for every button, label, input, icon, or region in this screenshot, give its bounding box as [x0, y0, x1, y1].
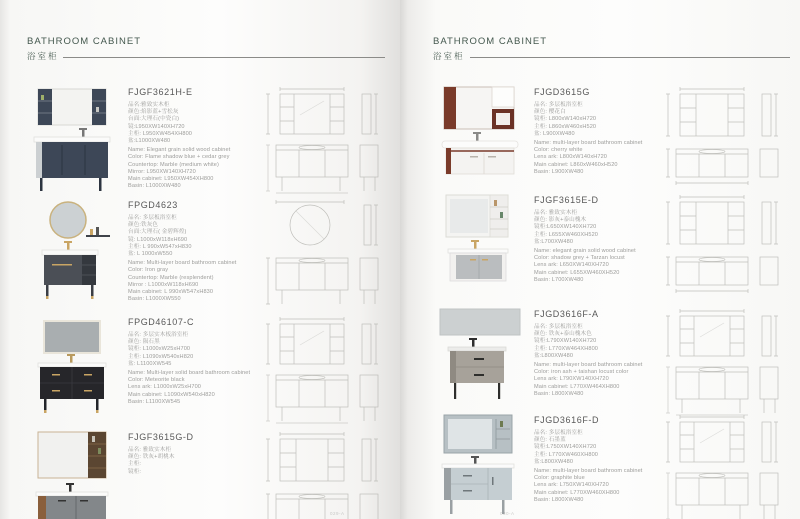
spec-line: 品名:雅致实木柜 — [128, 102, 170, 108]
spec-line: Name: multi-layer board bathroom cabinet — [534, 362, 643, 369]
spec-line: Main cabinet: L770XW464XH800 — [534, 383, 620, 390]
spec-line: Color: Flame shadow blue + cedar grey — [128, 154, 230, 161]
cabinet-illustration — [430, 85, 530, 195]
dimension-drawing — [652, 85, 792, 195]
spec-line: Name: elegant grain solid wood cabinet — [534, 248, 636, 255]
spec-line: 品名: 多层实木板浴室柜 — [128, 332, 189, 338]
spec-line: Main cabinet: L655XW460XH520 — [534, 269, 620, 276]
product-code: FJGF3615G-D — [128, 432, 194, 442]
specs-zh — [534, 430, 660, 466]
dimension-drawing — [652, 193, 792, 303]
spec-line: 镜: L1000xW118xH690 — [128, 236, 188, 243]
dimension-drawing — [252, 85, 392, 195]
product-specs — [534, 309, 660, 398]
specs-zh — [534, 102, 660, 138]
specs-en — [128, 260, 254, 303]
header-rule — [470, 57, 790, 58]
spec-line: 主柜: L1090xW540xH820 — [128, 353, 194, 360]
spec-line: 盆: L900XW480 — [534, 130, 575, 137]
product-code: FJGD3615G — [534, 87, 590, 97]
product-photo — [22, 198, 122, 308]
product-specs — [534, 415, 660, 504]
spec-line: Color: Meteorite black — [128, 377, 185, 384]
spec-line: 品名: 雅致实木柜 — [128, 447, 172, 453]
specs-zh — [534, 324, 660, 360]
spec-line: Main cabinet: L 990xW547xH830 — [128, 289, 214, 296]
header-title-zh: 浴室柜 — [433, 51, 465, 61]
spec-line: Basin: L1100XW545 — [128, 398, 181, 405]
spec-line: 颜色: 石墨蓝 — [534, 437, 566, 444]
header-rule — [63, 57, 385, 58]
product-photo — [22, 85, 122, 195]
spec-line: 镜柜:L650XW140XH720 — [534, 224, 597, 231]
spec-line: 镜柜: L1000xW25xH700 — [128, 346, 191, 353]
spec-line: 主柜: L950XW454XH800 — [128, 130, 192, 137]
product-code: FJGF3615E-D — [534, 195, 599, 205]
spec-line: 盆: L 1000xW550 — [128, 251, 173, 258]
spec-line: 主柜: — [128, 461, 142, 468]
specs-zh — [128, 447, 254, 476]
product-card — [0, 85, 400, 197]
spec-line: 颜色:铁灰色 — [128, 222, 159, 229]
dimension-drawing — [652, 307, 792, 417]
spec-line: 盆:L700XW480 — [534, 238, 574, 245]
spec-line: Main cabinet: L950XW454XH800 — [128, 176, 214, 183]
dimension-drawing — [652, 413, 792, 519]
spec-line: Basin: L1000XW480 — [128, 183, 181, 190]
product-card — [400, 193, 800, 305]
page-header — [433, 36, 547, 62]
cabinet-illustration — [22, 85, 122, 195]
cabinet-illustration — [22, 315, 122, 425]
spec-line: 镜柜:L750XW140XH720 — [534, 444, 597, 451]
spec-line: 颜色:焰影蓝+雪松灰 — [128, 109, 179, 116]
spec-line: 颜色: 铁灰+胡桃木 — [128, 454, 175, 461]
product-card — [400, 413, 800, 519]
spec-line: 主柜: L770XW460XH800 — [534, 451, 598, 458]
product-card — [400, 85, 800, 197]
product-specs — [128, 317, 254, 406]
spec-line: 品名: 多层板浴室柜 — [534, 102, 583, 108]
spec-line: 主柜: L770XW464XH800 — [534, 345, 598, 352]
spec-line: Color: graphite blue — [534, 475, 585, 482]
specs-zh — [128, 102, 254, 145]
product-specs — [128, 87, 254, 190]
product-specs — [534, 195, 660, 284]
spec-line: Countertop: Marble (resplendent) — [128, 274, 214, 281]
product-specs — [128, 432, 254, 476]
product-code: FPGD4623 — [128, 200, 178, 210]
spec-line: Basin: L1000XW550 — [128, 296, 181, 303]
dimension-drawing — [252, 430, 392, 519]
spec-line: Color: shadow grey + Tarzan locust — [534, 255, 625, 262]
spec-line: Mirror: L950XW140XH720 — [128, 168, 196, 175]
spec-line: 颜色: 铁灰+泰山槐木色 — [534, 331, 592, 338]
product-card — [0, 315, 400, 427]
spec-line: Lens ark: L1000xW25xH700 — [128, 384, 201, 391]
spec-line: Lens ark: L750XW140XH720 — [534, 482, 609, 489]
spec-line: Main cabinet: L1090xW540xH820 — [128, 391, 215, 398]
specs-zh — [128, 215, 254, 258]
spec-line: 主柜: L655XW460XH520 — [534, 231, 598, 238]
spec-line: Basin: L800XW480 — [534, 390, 584, 397]
cabinet-illustration — [22, 430, 122, 519]
product-card — [0, 198, 400, 310]
product-specs — [128, 200, 254, 303]
specs-en — [128, 147, 254, 190]
spec-line: Color: Iron gray — [128, 267, 169, 274]
specs-zh — [534, 210, 660, 246]
header-title-en: BATHROOM CABINET — [433, 36, 547, 47]
spec-line: Mirror : L1000xW118xH690 — [128, 281, 199, 288]
product-photo — [22, 315, 122, 425]
spec-line: 品名: 多层板浴室柜 — [534, 324, 583, 330]
specs-en — [128, 370, 254, 406]
spec-line: 品名: 雅致实木柜 — [534, 210, 578, 216]
product-code: FPGD46107-C — [128, 317, 195, 327]
catalog-page-right — [400, 0, 800, 519]
spec-line: 台面:大理石( 金碧辉煌) — [128, 229, 187, 236]
specs-zh — [128, 332, 254, 368]
spec-line: 镜:L950XW140XH720 — [128, 123, 185, 130]
dimension-drawing — [252, 315, 392, 425]
spec-line: 颜色: 樱花白 — [534, 109, 566, 116]
cabinet-illustration — [22, 198, 122, 308]
spec-line: Lens ark: L800xW140xH720 — [534, 154, 607, 161]
spec-line: 颜色: 陨石黑 — [128, 339, 160, 346]
spec-line: Name: Multi-layer board bathroom cabinet — [128, 260, 237, 267]
product-code: FJGF3621H-E — [128, 87, 193, 97]
spec-line: Main cabinet: L770XW460XH800 — [534, 489, 620, 496]
spec-line: 镜柜:L790XW140XH720 — [534, 338, 597, 345]
specs-en — [534, 140, 660, 176]
cabinet-illustration — [430, 193, 530, 303]
header-title-zh: 浴室柜 — [27, 51, 59, 61]
spec-line: 品名: 多层板浴室柜 — [534, 430, 583, 436]
spec-line: 主柜: L860xW460xH520 — [534, 123, 597, 130]
spec-line: Color: cherry white — [534, 147, 583, 154]
spec-line: 品名: 多层板浴室柜 — [128, 215, 177, 221]
spec-line: Basin: L700XW480 — [534, 276, 584, 283]
spec-line: Name: multi-layer board bathroom cabinet — [534, 140, 643, 147]
cabinet-illustration — [430, 413, 530, 519]
header-title-en: BATHROOM CABINET — [27, 36, 141, 47]
product-photo — [430, 307, 530, 417]
product-photo — [22, 430, 122, 519]
spec-line: Lens ark: L790XW140XH720 — [534, 376, 609, 383]
spec-line: Name: Multi-layer solid board bathroom cabinet — [128, 370, 251, 377]
spec-line: Name: Elegant grain solid wood cabinet — [128, 147, 231, 154]
cabinet-illustration — [430, 307, 530, 417]
spec-line: 主柜: L 990xW547xH830 — [128, 243, 192, 250]
spec-line: 台面:大理石(中瓷白) — [128, 116, 180, 123]
spec-line: Name: multi-layer board bathroom cabinet — [534, 468, 643, 475]
spec-line: Basin: L800XW480 — [534, 496, 584, 503]
spec-line: 镜柜: — [128, 468, 142, 475]
page-header — [27, 36, 141, 62]
specs-en — [534, 248, 660, 284]
page-number-left: 029-A — [330, 511, 345, 516]
product-photo — [430, 85, 530, 195]
spec-line: 盆: L1100XW545 — [128, 360, 172, 367]
specs-en — [534, 468, 660, 504]
spec-line: 盆:L800XW480 — [534, 352, 574, 359]
product-specs — [534, 87, 660, 176]
spec-line: 盆:L1000XW480 — [128, 138, 171, 145]
spec-line: Countertop: Marble (medium white) — [128, 161, 219, 168]
spec-line: 镜柜: L800xW140xH720 — [534, 116, 597, 123]
specs-en — [534, 362, 660, 398]
spec-line: 颜色: 影灰+泰山槐木 — [534, 217, 587, 224]
product-code: FJGD3616F-A — [534, 309, 599, 319]
spec-line: 盆:L800XW480 — [534, 458, 574, 465]
spec-line: Basin: L900XW480 — [534, 168, 584, 175]
product-card — [400, 307, 800, 419]
page-number-right: 030-A — [500, 511, 515, 516]
spec-line: Main cabinet: L860xW460xH520 — [534, 161, 618, 168]
product-card — [0, 430, 400, 519]
product-photo — [430, 413, 530, 519]
spec-line: Lens ark: L650XW140XH720 — [534, 262, 609, 269]
product-photo — [430, 193, 530, 303]
spec-line: Color: iron ash + taishan locust color — [534, 369, 629, 376]
product-code: FJGD3616F-D — [534, 415, 600, 425]
dimension-drawing — [252, 198, 392, 308]
